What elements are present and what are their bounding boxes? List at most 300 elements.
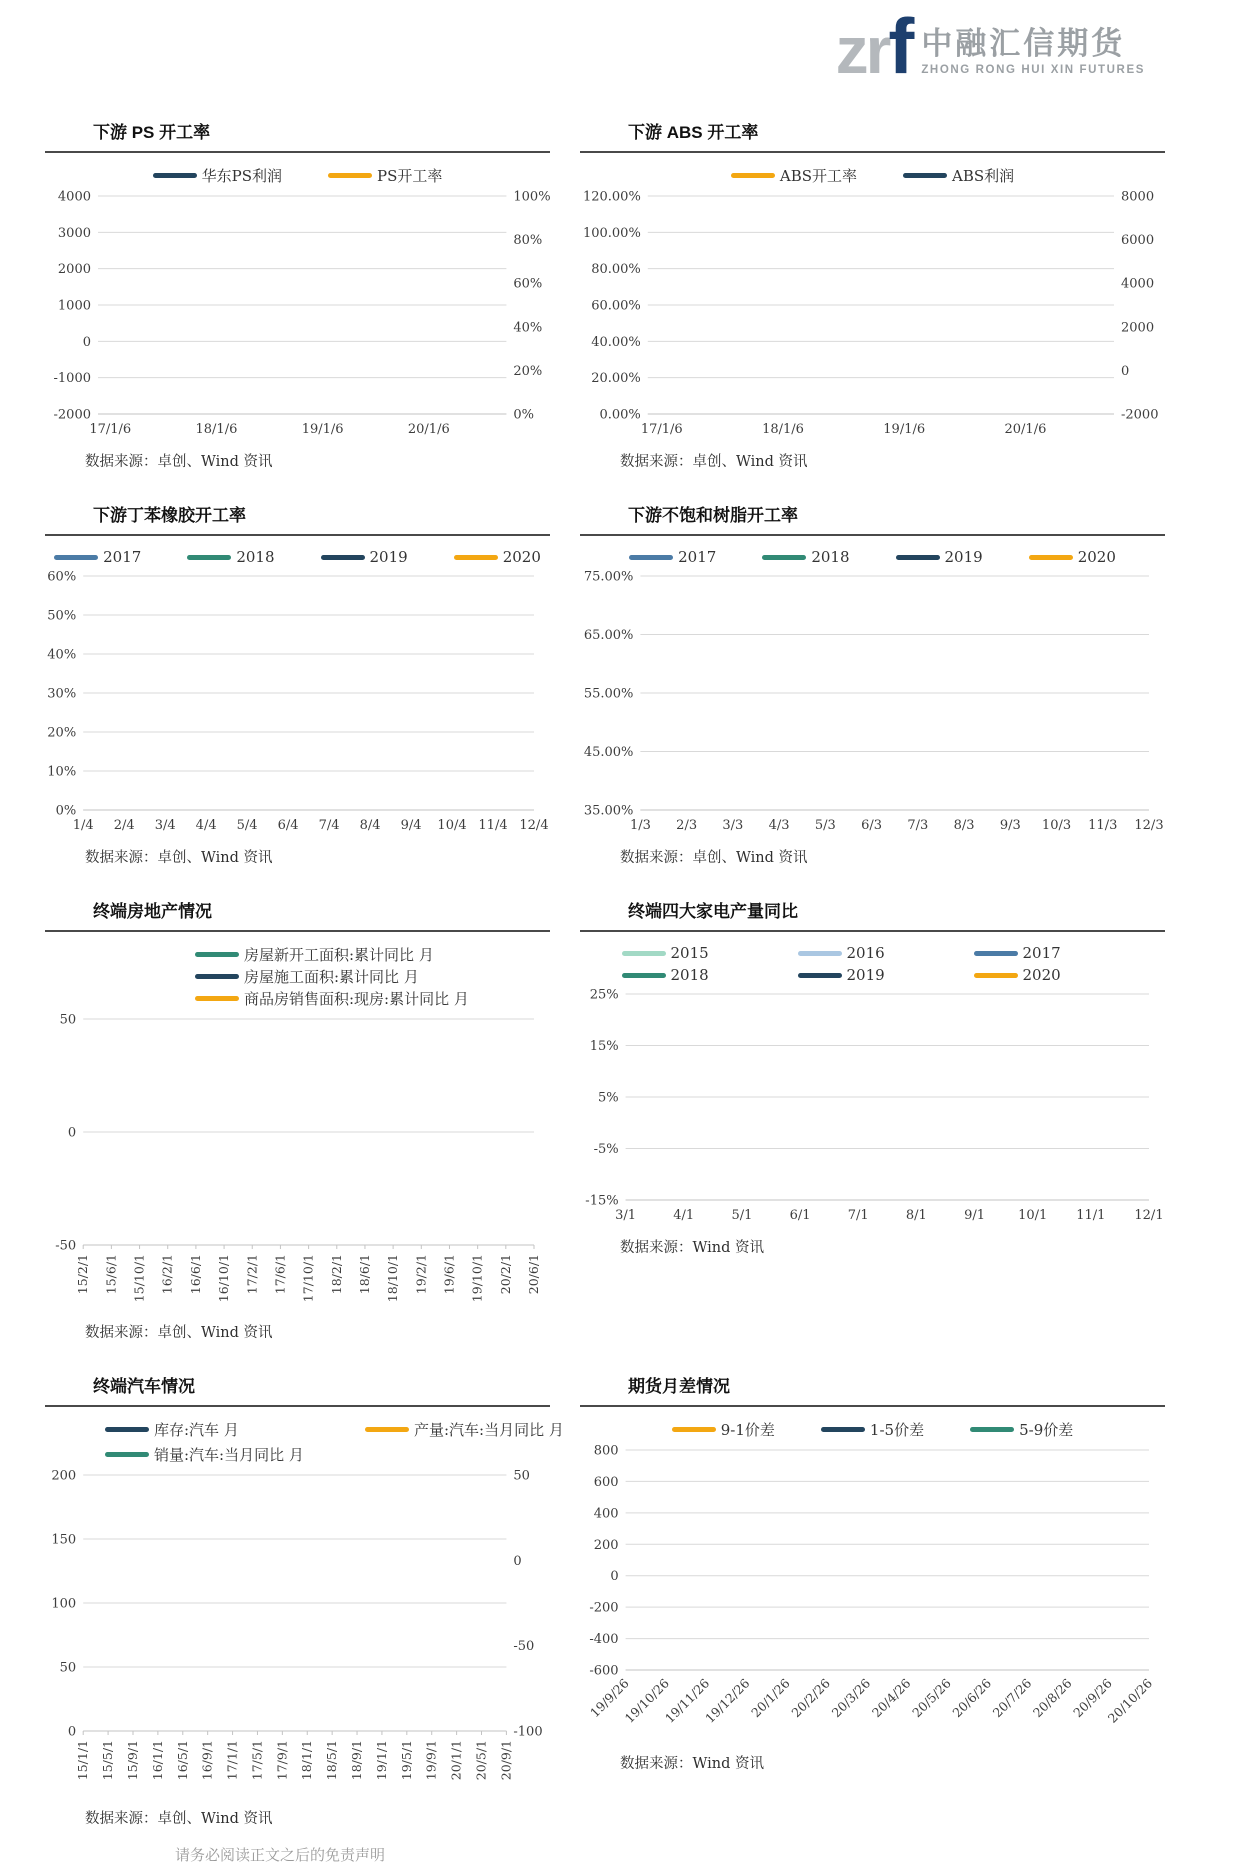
axis-tick-label: 20/7/26 xyxy=(989,1675,1035,1721)
axis-tick-label: 19/9/1 xyxy=(423,1740,439,1781)
charts-grid xyxy=(45,108,1195,1842)
chart-legend xyxy=(580,944,1165,984)
legend-label: 库存:汽车 月 xyxy=(154,1421,239,1439)
logo-f: f xyxy=(888,2,912,90)
axis-tick-label: 0% xyxy=(55,803,77,819)
axis-tick-label: 60% xyxy=(513,276,543,292)
legend-item xyxy=(195,988,469,1009)
chart-title: 下游 PS 开工率 xyxy=(93,123,211,142)
axis-tick-label: 100 xyxy=(51,1596,77,1612)
legend-item xyxy=(629,548,716,566)
title-divider xyxy=(45,151,550,153)
axis-tick-label: 50 xyxy=(59,1660,77,1676)
chart-legend xyxy=(580,548,1165,566)
legend-item xyxy=(821,1419,924,1440)
axis-tick-label: 15/2/1 xyxy=(75,1254,91,1295)
axis-tick-label: -100 xyxy=(513,1724,543,1740)
title-divider xyxy=(580,151,1165,153)
legend-label: ABS开工率 xyxy=(779,167,857,185)
axis-tick-label: 10% xyxy=(47,764,77,780)
axis-tick-label: 40% xyxy=(513,320,543,336)
legend-swatch xyxy=(328,173,372,178)
axis-tick-label: 40% xyxy=(47,647,77,663)
legend-label: ABS利润 xyxy=(952,167,1015,185)
legend-swatch xyxy=(974,951,1018,956)
legend-label: 2017 xyxy=(1022,944,1061,962)
axis-tick-label: 17/5/1 xyxy=(249,1740,265,1781)
axis-tick-label: 8/3 xyxy=(953,818,975,833)
chart-card-upr-rate xyxy=(580,491,1165,881)
axis-tick-label: 40.00% xyxy=(591,334,641,350)
axis-tick-label: 5/3 xyxy=(814,818,836,833)
chart-title: 终端汽车情况 xyxy=(93,1377,195,1396)
axis-tick-label: 11/3 xyxy=(1088,818,1118,833)
legend-item xyxy=(798,944,948,962)
chart-legend xyxy=(45,548,550,566)
axis-tick-label: -2000 xyxy=(1121,407,1159,423)
chart-plot xyxy=(45,1467,550,1801)
axis-tick-label: 20/3/26 xyxy=(828,1675,874,1721)
legend-label: 华东PS利润 xyxy=(201,167,282,185)
legend-swatch xyxy=(153,173,197,178)
legend-label: 商品房销售面积:现房:累计同比 月 xyxy=(244,990,469,1008)
legend-label: 2015 xyxy=(670,944,709,962)
legend-swatch xyxy=(365,1427,409,1432)
legend-swatch xyxy=(896,555,940,560)
chart-plot xyxy=(45,188,550,444)
legend-label: 2017 xyxy=(678,548,717,566)
axis-tick-label: 200 xyxy=(593,1537,619,1553)
axis-tick-label: 600 xyxy=(593,1474,619,1490)
axis-tick-label: 19/1/6 xyxy=(883,422,926,437)
axis-tick-label: 9/3 xyxy=(999,818,1021,833)
axis-tick-label: 35.00% xyxy=(583,803,634,819)
chart-legend xyxy=(45,165,550,186)
legend-swatch xyxy=(762,555,806,560)
legend-label: PS开工率 xyxy=(377,167,443,185)
axis-tick-label: -400 xyxy=(589,1632,619,1648)
axis-tick-label: 20/2/26 xyxy=(788,1675,834,1721)
data-source: 数据来源：卓创、Wind 资讯 xyxy=(85,1325,273,1341)
axis-tick-label: 20% xyxy=(513,363,543,379)
axis-tick-label: 800 xyxy=(593,1443,619,1459)
axis-tick-label: 18/1/6 xyxy=(195,422,238,437)
chart-plot xyxy=(45,568,550,840)
legend-swatch xyxy=(195,952,239,957)
axis-tick-label: 15/1/1 xyxy=(75,1740,91,1781)
legend-swatch xyxy=(1029,555,1073,560)
axis-tick-label: 200 xyxy=(51,1468,77,1484)
legend-swatch xyxy=(187,555,231,560)
axis-tick-label: 4000 xyxy=(57,189,91,205)
axis-tick-label: 50% xyxy=(47,608,77,624)
axis-tick-label: 17/1/6 xyxy=(640,422,683,437)
axis-tick-label: 17/2/1 xyxy=(244,1254,260,1295)
axis-tick-label: 3/4 xyxy=(154,818,176,833)
axis-tick-label: 3/3 xyxy=(722,818,744,833)
legend-label: 2018 xyxy=(670,966,709,984)
axis-tick-label: 19/2/1 xyxy=(413,1254,429,1295)
axis-tick-label: 6/1 xyxy=(789,1208,811,1223)
axis-tick-label: 11/1 xyxy=(1076,1208,1106,1223)
chart-card-appliance-output xyxy=(580,887,1165,1356)
axis-tick-label: 15% xyxy=(589,1039,619,1054)
chart-plot xyxy=(580,1442,1165,1746)
chart-card-real-estate xyxy=(45,887,550,1356)
axis-tick-label: 4000 xyxy=(1121,276,1155,292)
axis-tick-label: 30% xyxy=(47,686,77,702)
axis-tick-label: 19/6/1 xyxy=(441,1254,457,1295)
legend-item xyxy=(798,966,948,984)
axis-tick-label: 0 xyxy=(67,1125,77,1141)
legend-swatch xyxy=(970,1427,1014,1432)
chart-title: 终端房地产情况 xyxy=(93,902,212,921)
axis-tick-label: 60% xyxy=(47,569,77,585)
data-source: 数据来源：卓创、Wind 资讯 xyxy=(85,850,273,866)
chart-legend xyxy=(580,165,1165,186)
legend-label: 房屋新开工面积:累计同比 月 xyxy=(244,946,434,964)
axis-tick-label: 10/4 xyxy=(437,818,467,833)
axis-tick-label: 18/5/1 xyxy=(324,1740,340,1781)
legend-label: 9-1价差 xyxy=(720,1421,775,1439)
axis-tick-label: 17/9/1 xyxy=(274,1740,290,1781)
legend-item xyxy=(328,165,442,186)
chart-legend xyxy=(580,1419,1165,1440)
title-divider xyxy=(45,534,550,536)
legend-item xyxy=(1029,548,1116,566)
axis-tick-label: 10/3 xyxy=(1041,818,1072,833)
chart-title: 下游丁苯橡胶开工率 xyxy=(93,506,246,525)
axis-tick-label: 0 xyxy=(82,334,91,350)
axis-tick-label: 20/4/26 xyxy=(868,1675,914,1721)
chart-card-sbr-rate xyxy=(45,491,550,881)
axis-tick-label: -200 xyxy=(589,1600,619,1616)
legend-swatch xyxy=(798,973,842,978)
axis-tick-label: 20/9/26 xyxy=(1070,1675,1115,1721)
axis-tick-label: 12/1 xyxy=(1134,1208,1164,1223)
chart-plot xyxy=(580,568,1165,840)
chart-card-auto xyxy=(45,1362,564,1842)
axis-tick-label: 8/1 xyxy=(905,1208,927,1223)
axis-tick-label: 2000 xyxy=(57,262,91,278)
legend-label: 2020 xyxy=(502,548,541,566)
axis-tick-label: 20/1/26 xyxy=(748,1675,793,1721)
axis-tick-label: 15/6/1 xyxy=(103,1254,119,1295)
chart-canvas xyxy=(580,1442,1165,1742)
title-divider xyxy=(45,930,550,932)
legend-item xyxy=(974,966,1124,984)
legend-swatch xyxy=(105,1452,149,1457)
axis-tick-label: 25% xyxy=(589,987,619,1003)
legend-item xyxy=(195,944,434,965)
legend-item xyxy=(365,1419,615,1440)
axis-tick-label: 100% xyxy=(513,189,550,205)
axis-tick-label: -1000 xyxy=(53,371,91,387)
chart-card-abs-rate xyxy=(580,108,1165,485)
axis-tick-label: 100.00% xyxy=(582,225,641,241)
chart-canvas xyxy=(580,188,1165,440)
axis-tick-label: 10/1 xyxy=(1018,1208,1048,1223)
axis-tick-label: 8/4 xyxy=(359,818,381,833)
axis-tick-label: 0 xyxy=(513,1553,522,1569)
axis-tick-label: 17/1/6 xyxy=(89,422,132,437)
legend-label: 2019 xyxy=(369,548,408,566)
axis-tick-label: 20/9/1 xyxy=(498,1740,514,1781)
legend-label: 2018 xyxy=(236,548,275,566)
axis-tick-label: 55.00% xyxy=(583,686,634,702)
chart-title: 期货月差情况 xyxy=(628,1377,730,1396)
chart-plot xyxy=(45,1011,550,1315)
legend-swatch xyxy=(629,555,673,560)
axis-tick-label: 19/5/1 xyxy=(398,1740,414,1781)
axis-tick-label: 18/9/1 xyxy=(349,1740,365,1781)
axis-tick-label: 9/4 xyxy=(400,818,422,833)
legend-swatch xyxy=(821,1427,865,1432)
title-divider xyxy=(580,1405,1165,1407)
legend-swatch xyxy=(622,951,666,956)
title-divider xyxy=(580,930,1165,932)
axis-tick-label: 80.00% xyxy=(591,262,641,278)
axis-tick-label: 7/4 xyxy=(318,818,340,833)
axis-tick-label: 16/9/1 xyxy=(199,1740,215,1781)
chart-canvas xyxy=(45,1011,550,1311)
legend-swatch xyxy=(798,951,842,956)
chart-title: 终端四大家电产量同比 xyxy=(628,902,798,921)
legend-swatch xyxy=(321,555,365,560)
axis-tick-label: 6/3 xyxy=(861,818,883,833)
chart-plot xyxy=(580,188,1165,444)
axis-tick-label: 1000 xyxy=(57,298,91,314)
axis-tick-label: 75.00% xyxy=(583,569,634,585)
disclaimer-note: 请务必阅读正文之后的免责声明 xyxy=(175,1846,386,1864)
axis-tick-label: 20/10/26 xyxy=(1104,1675,1156,1726)
axis-tick-label: 400 xyxy=(593,1506,619,1522)
data-source: 数据来源：卓创、Wind 资讯 xyxy=(620,850,808,866)
axis-tick-label: 80% xyxy=(513,233,543,249)
axis-tick-label: 5% xyxy=(597,1090,619,1106)
logo-text xyxy=(921,28,1145,78)
axis-tick-label: 0 xyxy=(67,1724,77,1740)
axis-tick-label: 15/10/1 xyxy=(131,1254,147,1303)
axis-tick-label: 0 xyxy=(610,1569,619,1585)
legend-item xyxy=(454,548,541,566)
legend-label: 2018 xyxy=(811,548,850,566)
axis-tick-label: 17/6/1 xyxy=(272,1254,288,1295)
legend-item xyxy=(974,944,1124,962)
axis-tick-label: 12/4 xyxy=(519,818,549,833)
axis-tick-label: 20/6/26 xyxy=(949,1675,995,1721)
axis-tick-label: 9/1 xyxy=(964,1208,985,1223)
legend-swatch xyxy=(731,173,775,178)
chart-title: 下游 ABS 开工率 xyxy=(628,123,759,142)
axis-tick-label: 8000 xyxy=(1121,189,1155,205)
axis-tick-label: 60.00% xyxy=(591,298,641,314)
title-divider xyxy=(45,1405,550,1407)
legend-item xyxy=(970,1419,1073,1440)
axis-tick-label: 20/5/1 xyxy=(473,1740,489,1781)
axis-tick-label: -50 xyxy=(513,1639,535,1655)
legend-label: 产量:汽车:当月同比 月 xyxy=(414,1421,564,1439)
legend-item xyxy=(105,1444,355,1465)
axis-tick-label: 20/1/1 xyxy=(448,1740,464,1781)
header xyxy=(45,2,1195,104)
chart-plot xyxy=(580,986,1165,1230)
axis-tick-label: 16/6/1 xyxy=(187,1254,203,1295)
axis-tick-label: 1/3 xyxy=(629,818,651,833)
axis-tick-label: 20/5/26 xyxy=(909,1675,954,1721)
legend-item xyxy=(153,165,282,186)
axis-tick-label: 20.00% xyxy=(591,371,641,387)
axis-tick-label: 19/1/6 xyxy=(301,422,344,437)
axis-tick-label: 50 xyxy=(59,1012,77,1028)
data-source: 数据来源：卓创、Wind 资讯 xyxy=(620,454,808,470)
axis-tick-label: 0% xyxy=(513,407,535,423)
axis-tick-label: 0 xyxy=(1121,363,1130,379)
axis-tick-label: 16/2/1 xyxy=(159,1254,175,1295)
legend-label: 销量:汽车:当月同比 月 xyxy=(154,1446,304,1464)
axis-tick-label: 20/6/1 xyxy=(526,1254,541,1295)
legend-swatch xyxy=(622,973,666,978)
axis-tick-label: 2/3 xyxy=(676,818,698,833)
logo-company-name: 中融汇信期货 xyxy=(921,26,1126,62)
chart-canvas xyxy=(45,188,550,440)
axis-tick-label: 20/1/6 xyxy=(407,422,450,437)
axis-tick-label: -50 xyxy=(55,1238,77,1254)
data-source: 数据来源：Wind 资讯 xyxy=(620,1756,765,1772)
axis-tick-label: 19/9/26 xyxy=(587,1675,632,1721)
axis-tick-label: 0.00% xyxy=(599,407,641,423)
axis-tick-label: 3/1 xyxy=(615,1208,637,1223)
company-logo xyxy=(835,2,1145,90)
axis-tick-label: 5/4 xyxy=(236,818,258,833)
chart-canvas xyxy=(45,1467,550,1797)
chart-card-futures-spread xyxy=(580,1362,1165,1842)
legend-label: 2019 xyxy=(846,966,885,984)
axis-tick-label: 1/4 xyxy=(72,818,94,833)
axis-tick-label: 50 xyxy=(513,1468,530,1484)
legend-swatch xyxy=(54,555,98,560)
axis-tick-label: 18/1/1 xyxy=(299,1740,315,1781)
legend-label: 2020 xyxy=(1077,548,1116,566)
axis-tick-label: 150 xyxy=(51,1532,77,1548)
axis-tick-label: 4/1 xyxy=(673,1208,695,1223)
chart-card-ps-rate xyxy=(45,108,550,485)
legend-item xyxy=(731,165,857,186)
data-source: 数据来源：卓创、Wind 资讯 xyxy=(85,1811,273,1827)
legend-item xyxy=(187,548,274,566)
chart-legend xyxy=(195,944,550,1009)
logo-zrf-mark xyxy=(835,2,912,90)
axis-tick-label: 20/8/26 xyxy=(1029,1675,1075,1721)
logo-zr: zr xyxy=(835,13,889,87)
axis-tick-label: 16/5/1 xyxy=(174,1740,190,1781)
axis-tick-label: 19/11/26 xyxy=(661,1675,713,1726)
axis-tick-label: -2000 xyxy=(53,407,91,423)
legend-swatch xyxy=(105,1427,149,1432)
legend-label: 房屋施工面积:累计同比 月 xyxy=(244,968,419,986)
legend-item xyxy=(622,966,772,984)
legend-swatch xyxy=(903,173,947,178)
legend-swatch xyxy=(195,974,239,979)
legend-label: 2020 xyxy=(1022,966,1061,984)
data-source: 数据来源：Wind 资讯 xyxy=(620,1240,765,1256)
axis-tick-label: 4/3 xyxy=(768,818,790,833)
axis-tick-label: 17/10/1 xyxy=(300,1254,316,1303)
logo-company-name-en: ZHONG RONG HUI XIN FUTURES xyxy=(921,63,1145,76)
legend-item xyxy=(195,966,419,987)
legend-label: 1-5价差 xyxy=(869,1421,925,1439)
legend-item xyxy=(672,1419,775,1440)
axis-tick-label: 6/4 xyxy=(277,818,299,833)
axis-tick-label: 18/10/1 xyxy=(385,1254,401,1303)
axis-tick-label: 19/10/26 xyxy=(621,1675,672,1726)
legend-item xyxy=(321,548,408,566)
axis-tick-label: 15/9/1 xyxy=(124,1740,140,1781)
axis-tick-label: 20/2/1 xyxy=(497,1254,513,1295)
axis-tick-label: 4/4 xyxy=(195,818,217,833)
legend-label: 5-9价差 xyxy=(1019,1421,1074,1439)
legend-swatch xyxy=(672,1427,716,1432)
axis-tick-label: 17/1/1 xyxy=(224,1740,240,1781)
legend-swatch xyxy=(974,973,1018,978)
axis-tick-label: 2000 xyxy=(1121,320,1155,336)
axis-tick-label: 7/3 xyxy=(907,818,929,833)
legend-item xyxy=(896,548,983,566)
axis-tick-label: 3000 xyxy=(57,225,91,241)
axis-tick-label: 16/10/1 xyxy=(216,1254,232,1303)
legend-label: 2017 xyxy=(103,548,142,566)
data-source: 数据来源：卓创、Wind 资讯 xyxy=(85,454,273,470)
chart-canvas xyxy=(45,568,550,836)
chart-legend xyxy=(105,1419,564,1465)
axis-tick-label: -5% xyxy=(593,1142,619,1157)
axis-tick-label: 20% xyxy=(47,725,77,741)
axis-tick-label: 18/2/1 xyxy=(328,1254,344,1295)
legend-item xyxy=(622,944,772,962)
axis-tick-label: 5/1 xyxy=(731,1208,753,1223)
axis-tick-label: 18/1/6 xyxy=(762,422,804,437)
legend-swatch xyxy=(195,996,239,1001)
axis-tick-label: 12/3 xyxy=(1134,818,1164,833)
legend-item xyxy=(903,165,1014,186)
axis-tick-label: 120.00% xyxy=(582,189,641,205)
axis-tick-label: 16/1/1 xyxy=(149,1740,165,1781)
chart-canvas xyxy=(580,986,1165,1226)
legend-label: 2016 xyxy=(846,944,885,962)
chart-title: 下游不饱和树脂开工率 xyxy=(628,506,798,525)
axis-tick-label: 20/1/6 xyxy=(1004,422,1047,437)
axis-tick-label: 2/4 xyxy=(113,818,135,833)
axis-tick-label: 6000 xyxy=(1121,233,1155,249)
axis-tick-label: 18/6/1 xyxy=(356,1254,372,1295)
axis-tick-label: 45.00% xyxy=(583,745,634,760)
axis-tick-label: -15% xyxy=(585,1193,619,1209)
title-divider xyxy=(580,534,1165,536)
legend-item xyxy=(105,1419,355,1440)
axis-tick-label: 65.00% xyxy=(583,628,634,643)
legend-item xyxy=(54,548,141,566)
axis-tick-label: 19/1/1 xyxy=(373,1740,389,1781)
chart-canvas xyxy=(580,568,1165,836)
axis-tick-label: 19/12/26 xyxy=(702,1675,753,1726)
axis-tick-label: -600 xyxy=(589,1663,619,1679)
legend-label: 2019 xyxy=(944,548,983,566)
axis-tick-label: 19/10/1 xyxy=(469,1254,485,1303)
legend-item xyxy=(762,548,849,566)
axis-tick-label: 7/1 xyxy=(847,1208,869,1223)
axis-tick-label: 11/4 xyxy=(478,818,508,833)
axis-tick-label: 15/5/1 xyxy=(100,1740,116,1781)
